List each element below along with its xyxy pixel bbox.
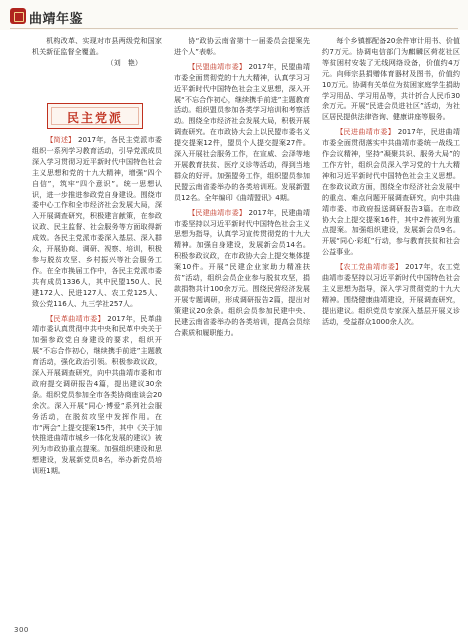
col3-paragraph-minjin <box>322 127 460 258</box>
col2-minmeng-body: 2017年，民盟曲靖市委全面贯彻党的十九大精神，认真学习习近平新时代中国特色社会主义思想，深入开展“不忘合作初心，继续携手前进”主题教育活动。组织盟员参加各类学习培训和考察活动。围绕全市经济社会发展大局，积极开展调查研究。在市政协大会上以民盟市委名义提交提案12件，盟员个人提交提案27件。深入开展社会服务工作，在宣威、会泽等地开展教育扶贫、医疗义诊等活动，得到当地群众的好评。加强盟务工作，组织盟员参加民盟云南省委举办的各类培训班。发展新盟员12名。全年编印《曲靖盟讯》4期。 <box>174 61 311 202</box>
col3-nonggong-body: 2017年，农工党曲靖市委坚持以习近平新时代中国特色社会主义思想为指导，深入学习贯彻党的十九大精神。围绕健康曲靖建设，开展调查研究，提出建议。组织党员专家深入基层开展义诊活动，受益群众1000余人次。 <box>322 262 460 326</box>
col1-author: （刘 艳） <box>106 57 142 67</box>
column-1-body <box>32 135 162 477</box>
section-banner <box>47 103 143 129</box>
col1-overview-heading: 【简述】 <box>46 135 76 144</box>
col1-minge-body: 2017年，民革曲靖市委认真贯彻中共中央和民革中央关于加强参政党自身建设的要求，组织开展“不忘合作初心，继续携手前进”主题教育活动，强化政治引领。积极参政议政，深入开展调查研究，向中共曲靖市委和市政府提交调研报告4篇，提出建议30余条。组织党员参加全市各类协商座谈会20余次。深入开展“同心·博爱”系列社会服务活动，在脱贫攻坚中发挥作用。在市“两会”上提交提案15件，其中《关于加快推进曲靖市城乡一体化发展的建议》被列为市政协重点提案。加强组织建设和思想建设，发展新党员8名，举办新党员培训班1期。 <box>32 313 162 476</box>
col3-nonggong-heading: 【农工党曲靖市委】 <box>336 262 403 272</box>
col2-lead-paragraph: 协“政协云南省第十一届委员会提案先进个人”表彰。 <box>174 36 310 56</box>
col2-minmeng-heading: 【民盟曲靖市委】 <box>188 61 247 71</box>
col2-minjian-heading: 【民建曲靖市委】 <box>188 207 247 217</box>
col3-lead-paragraph: 每个乡镇都配备20余件审计用书、价值约7万元。协调电信部门为麒麟区荷花社区等贫困村安装了无线网络设备，价值约4万元。向师宗县捐赠体育器材及图书，价值约10万元。协调有关单位为贫困家庭学生捐助学习用品、学习用品等，共计折合人民币30余万元。开展“民进会员进社区”活动，为社区居民提供法律咨询、健康讲座等服务。 <box>322 36 460 122</box>
col2-paragraph-minjian <box>174 208 310 339</box>
yearbook-title: 曲靖年鉴 <box>29 12 84 27</box>
header-divider <box>10 28 458 29</box>
col2-paragraph-minmeng <box>174 62 310 204</box>
col3-paragraph-nonggong <box>322 262 460 327</box>
column-1-top <box>32 36 162 69</box>
col1-paragraph-overview <box>32 135 162 310</box>
col1-overview-body: 2017年，各民主党派市委组织一系列学习教育活动，引导党派成员深入学习贯彻习近平新时代中国特色社会主义思想和党的十九大精神，增强“四个自信”，筑牢“四个意识”。统一思想认识，进一步推进参政党自身建设。围绕市委中心工作和全市经济社会发展大局，深入开展调查研究，积极建言献策，在参政议政、民主监督、社会服务等方面取得新成效。各民主党派市委深入基层、深入群众，开展协商、调研、视察、培训，积极参与脱贫攻坚、乡村振兴等社会服务工作。在全市换届工作中，各民主党派市委共有成员1336人，其中民盟150人、民建172人、民进127人、农工党125人、致公党116人、九三学社257人。 <box>32 135 162 308</box>
section-title: 民主党派 <box>66 111 123 125</box>
col1-paragraph-minge <box>32 314 162 478</box>
col1-minge-heading: 【民革曲靖市委】 <box>46 313 105 323</box>
col1-lead-paragraph: 机构改革、实现对市县两级党和国家机关新征监督全覆盖。 <box>32 36 162 56</box>
column-3 <box>322 36 460 328</box>
col3-minjin-heading: 【民进曲靖市委】 <box>336 127 396 137</box>
page-header <box>0 0 468 30</box>
column-2 <box>174 36 310 338</box>
col3-minjin-body: 2017年，民进曲靖市委全面贯彻落实中共曲靖市委统一战线工作会议精神，坚持“凝聚共识、服务大局”的工作方针，组织会员深入学习党的十九大精神和习近平新时代中国特色社会主义思想。在参政议政方面，围绕全市经济社会发展中的重点、难点问题开展调查研究，向中共曲靖市委、市政府报送调研报告3篇。在市政协大会上提交提案16件，其中2件被列为重点提案。加强组织建设，发展新会员9名。开展“同心·彩虹”行动，参与教育扶贫和社会公益事业。 <box>322 127 460 257</box>
page-number: 300 <box>14 626 29 634</box>
yearbook-logo-icon <box>10 8 26 24</box>
col2-minjian-body: 2017年，民建曲靖市委坚持以习近平新时代中国特色社会主义思想为指导，认真学习宣传贯彻党的十九大精神。加强自身建设，发展新会员14名。积极参政议政，在市政协大会上提交集体提案10件。开展“民建企业家助力精准扶贫”活动，组织会员企业参与脱贫攻坚，捐款捐物共计100余万元。围绕民营经济发展开展专题调研，形成调研报告2篇，提出对策建议20余条。组织会员参加民建中央、民建云南省委举办的各类培训，提高会员综合素质和履职能力。 <box>174 207 311 337</box>
